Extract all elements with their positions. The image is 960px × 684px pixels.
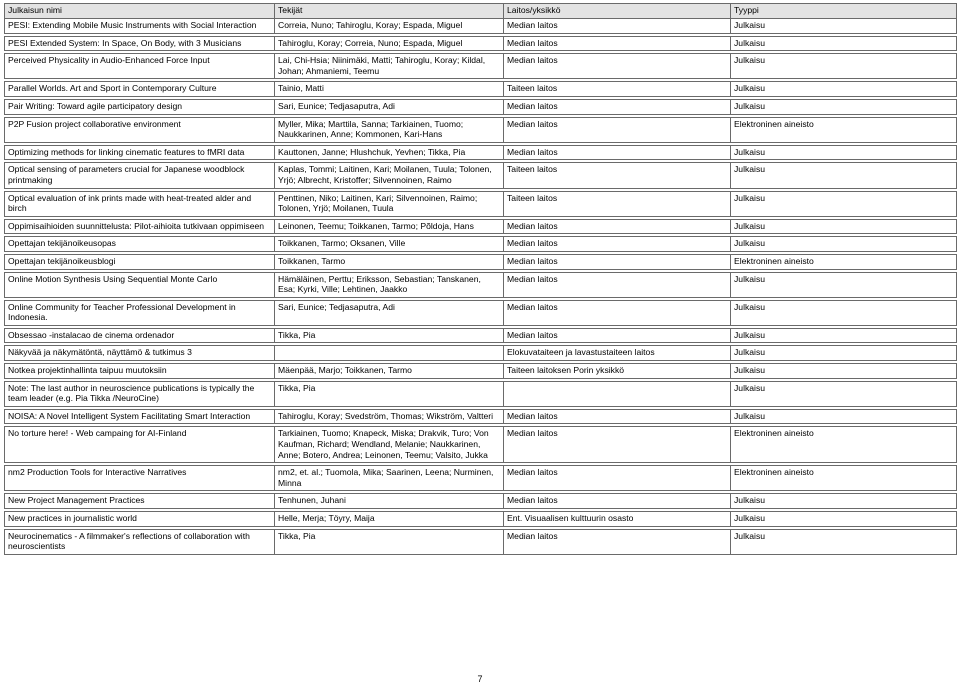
cell-unit: Taiteen laitoksen Porin yksikkö xyxy=(504,364,731,379)
cell-unit: Median laitos xyxy=(504,145,731,160)
cell-unit: Median laitos xyxy=(504,272,731,297)
cell-type: Julkaisu xyxy=(731,272,957,297)
cell-authors: Tahiroglu, Koray; Svedström, Thomas; Wikström, Valtteri xyxy=(275,409,504,424)
cell-type: Julkaisu xyxy=(731,328,957,343)
cell-type: Julkaisu xyxy=(731,409,957,424)
publications-table xyxy=(4,3,957,555)
table-row xyxy=(5,427,957,463)
cell-type: Julkaisu xyxy=(731,163,957,188)
cell-type: Julkaisu xyxy=(731,19,957,34)
cell-type: Julkaisu xyxy=(731,54,957,79)
table-row xyxy=(5,466,957,491)
header-type: Tyyppi xyxy=(731,4,957,19)
table-row xyxy=(5,54,957,79)
cell-authors: Sari, Eunice; Tedjasaputra, Adi xyxy=(275,99,504,114)
table-row xyxy=(5,36,957,51)
cell-unit: Median laitos xyxy=(504,254,731,269)
cell-type: Julkaisu xyxy=(731,191,957,216)
cell-type: Elektroninen aineisto xyxy=(731,117,957,142)
cell-name: nm2 Production Tools for Interactive Narratives xyxy=(5,466,275,491)
cell-type: Julkaisu xyxy=(731,219,957,234)
table-row xyxy=(5,254,957,269)
table-row xyxy=(5,328,957,343)
cell-type: Julkaisu xyxy=(731,237,957,252)
header-authors: Tekijät xyxy=(275,4,504,19)
table-row xyxy=(5,529,957,554)
cell-unit xyxy=(504,381,731,406)
cell-type: Julkaisu xyxy=(731,494,957,509)
cell-authors: Hämäläinen, Perttu; Eriksson, Sebastian; Tanskanen, Esa; Kyrki, Ville; Lehtinen, Jaakko xyxy=(275,272,504,297)
cell-authors: Mäenpää, Marjo; Toikkanen, Tarmo xyxy=(275,364,504,379)
cell-authors: Sari, Eunice; Tedjasaputra, Adi xyxy=(275,300,504,325)
cell-type: Julkaisu xyxy=(731,381,957,406)
cell-authors: Correia, Nuno; Tahiroglu, Koray; Espada, Miguel xyxy=(275,19,504,34)
cell-name: Perceived Physicality in Audio-Enhanced Force Input xyxy=(5,54,275,79)
header-name: Julkaisun nimi xyxy=(5,4,275,19)
cell-unit: Taiteen laitos xyxy=(504,191,731,216)
table-row xyxy=(5,99,957,114)
cell-type: Julkaisu xyxy=(731,364,957,379)
cell-type: Julkaisu xyxy=(731,529,957,554)
cell-authors: Lai, Chi-Hsia; Niinimäki, Matti; Tahiroglu, Koray; Kildal, Johan; Ahmaniemi, Teemu xyxy=(275,54,504,79)
table-row xyxy=(5,381,957,406)
cell-name: Optical sensing of parameters crucial for Japanese woodblock printmaking xyxy=(5,163,275,188)
cell-unit: Median laitos xyxy=(504,54,731,79)
cell-authors: Tikka, Pia xyxy=(275,381,504,406)
cell-name: PESI: Extending Mobile Music Instruments with Social Interaction xyxy=(5,19,275,34)
cell-authors: Tikka, Pia xyxy=(275,529,504,554)
cell-name: Obsessao -instalacao de cinema ordenador xyxy=(5,328,275,343)
cell-authors xyxy=(275,346,504,361)
cell-unit: Ent. Visuaalisen kulttuurin osasto xyxy=(504,512,731,527)
cell-type: Elektroninen aineisto xyxy=(731,254,957,269)
cell-name: Pair Writing: Toward agile participatory design xyxy=(5,99,275,114)
cell-name: New Project Management Practices xyxy=(5,494,275,509)
table-row xyxy=(5,300,957,325)
cell-type: Julkaisu xyxy=(731,512,957,527)
table-row xyxy=(5,19,957,34)
cell-name: NOISA: A Novel Intelligent System Facilitating Smart Interaction xyxy=(5,409,275,424)
cell-unit: Median laitos xyxy=(504,219,731,234)
cell-type: Julkaisu xyxy=(731,346,957,361)
cell-unit: Taiteen laitos xyxy=(504,163,731,188)
cell-type: Julkaisu xyxy=(731,36,957,51)
cell-name: Optimizing methods for linking cinematic features to fMRI data xyxy=(5,145,275,160)
cell-type: Julkaisu xyxy=(731,145,957,160)
cell-type: Julkaisu xyxy=(731,82,957,97)
cell-authors: Leinonen, Teemu; Toikkanen, Tarmo; Põldoja, Hans xyxy=(275,219,504,234)
cell-authors: Tahiroglu, Koray; Correia, Nuno; Espada, Miguel xyxy=(275,36,504,51)
cell-authors: Toikkanen, Tarmo; Oksanen, Ville xyxy=(275,237,504,252)
cell-type: Elektroninen aineisto xyxy=(731,466,957,491)
cell-name: Online Community for Teacher Professional Development in Indonesia. xyxy=(5,300,275,325)
cell-unit: Median laitos xyxy=(504,99,731,114)
cell-authors: Toikkanen, Tarmo xyxy=(275,254,504,269)
cell-unit: Median laitos xyxy=(504,409,731,424)
table-row xyxy=(5,145,957,160)
cell-name: Parallel Worlds. Art and Sport in Contemporary Culture xyxy=(5,82,275,97)
cell-name: No torture here! - Web campaing for AI-Finland xyxy=(5,427,275,463)
cell-unit: Elokuvataiteen ja lavastustaiteen laitos xyxy=(504,346,731,361)
header-unit: Laitos/yksikkö xyxy=(504,4,731,19)
cell-authors: nm2, et. al.; Tuomola, Mika; Saarinen, Leena; Nurminen, Minna xyxy=(275,466,504,491)
cell-name: Neurocinematics - A filmmaker's reflections of collaboration with neuroscientists xyxy=(5,529,275,554)
cell-unit: Median laitos xyxy=(504,494,731,509)
table-row xyxy=(5,494,957,509)
cell-name: Optical evaluation of ink prints made with heat-treated alder and birch xyxy=(5,191,275,216)
cell-name: Opettajan tekijänoikeusopas xyxy=(5,237,275,252)
cell-unit: Median laitos xyxy=(504,529,731,554)
cell-unit: Median laitos xyxy=(504,300,731,325)
cell-authors: Myller, Mika; Marttila, Sanna; Tarkiainen, Tuomo; Naukkarinen, Anne; Kommonen, Kari-Hans xyxy=(275,117,504,142)
cell-type: Julkaisu xyxy=(731,300,957,325)
cell-unit: Median laitos xyxy=(504,36,731,51)
table-row xyxy=(5,272,957,297)
cell-name: PESI Extended System: In Space, On Body, with 3 Musicians xyxy=(5,36,275,51)
table-row xyxy=(5,346,957,361)
table-row xyxy=(5,512,957,527)
header-row xyxy=(5,4,957,19)
cell-authors: Helle, Merja; Töyry, Maija xyxy=(275,512,504,527)
cell-authors: Kaplas, Tommi; Laitinen, Kari; Moilanen, Tuula; Tolonen, Yrjö; Albrecht, Kristoffer; Silvennoinen, Raimo xyxy=(275,163,504,188)
cell-type: Elektroninen aineisto xyxy=(731,427,957,463)
table-row xyxy=(5,409,957,424)
cell-unit: Median laitos xyxy=(504,328,731,343)
cell-unit: Taiteen laitos xyxy=(504,82,731,97)
cell-authors: Tikka, Pia xyxy=(275,328,504,343)
cell-unit: Median laitos xyxy=(504,237,731,252)
cell-name: Näkyvää ja näkymätöntä, näyttämö & tutkimus 3 xyxy=(5,346,275,361)
table-row xyxy=(5,163,957,188)
cell-unit: Median laitos xyxy=(504,19,731,34)
cell-authors: Tainio, Matti xyxy=(275,82,504,97)
table-row xyxy=(5,237,957,252)
cell-unit: Median laitos xyxy=(504,466,731,491)
cell-name: Online Motion Synthesis Using Sequential Monte Carlo xyxy=(5,272,275,297)
cell-authors: Tarkiainen, Tuomo; Knapeck, Miska; Drakvik, Turo; Von Kaufman, Richard; Wendland, Melanie; Naukkarinen, Anne; Botero, Andrea; Leinonen, Teemu; Valsito, Jukka xyxy=(275,427,504,463)
page-number: 7 xyxy=(477,674,483,684)
table-row xyxy=(5,364,957,379)
table-row xyxy=(5,82,957,97)
cell-authors: Tenhunen, Juhani xyxy=(275,494,504,509)
cell-type: Julkaisu xyxy=(731,99,957,114)
cell-name: Oppimisaihioiden suunnittelusta: Pilot-aihioita tutkivaan oppimiseen xyxy=(5,219,275,234)
cell-name: Opettajan tekijänoikeusblogi xyxy=(5,254,275,269)
table-row xyxy=(5,117,957,142)
cell-unit: Median laitos xyxy=(504,427,731,463)
table-body xyxy=(5,19,957,555)
cell-authors: Kauttonen, Janne; Hlushchuk, Yevhen; Tikka, Pia xyxy=(275,145,504,160)
cell-name: Notkea projektinhallinta taipuu muutoksiin xyxy=(5,364,275,379)
cell-name: P2P Fusion project collaborative environment xyxy=(5,117,275,142)
cell-unit: Median laitos xyxy=(504,117,731,142)
table-row xyxy=(5,191,957,216)
cell-name: New practices in journalistic world xyxy=(5,512,275,527)
cell-name: Note: The last author in neuroscience publications is typically the team leader (e.g. Pia Tikka /NeuroCine) xyxy=(5,381,275,406)
table-row xyxy=(5,219,957,234)
cell-authors: Penttinen, Niko; Laitinen, Kari; Silvennoinen, Raimo; Tolonen, Yrjö; Moilanen, Tuula xyxy=(275,191,504,216)
